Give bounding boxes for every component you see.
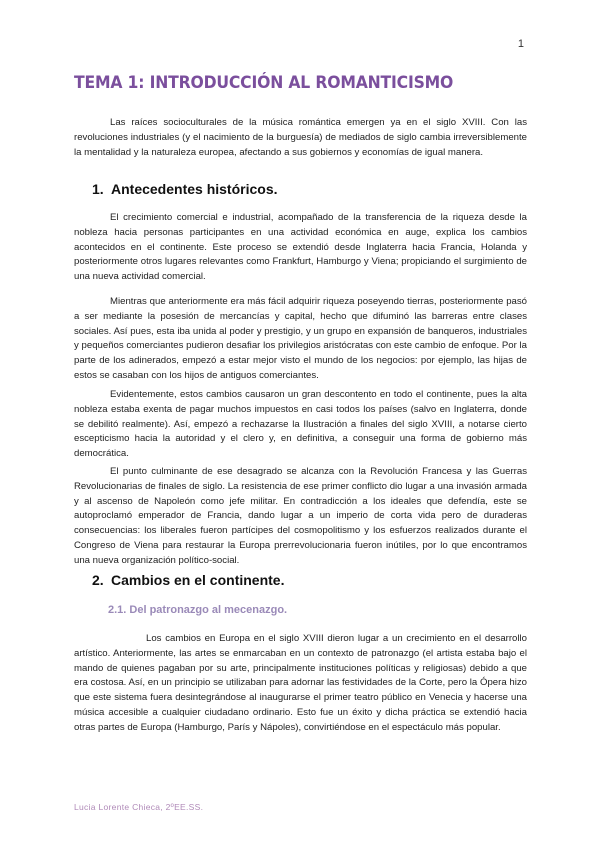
section-1-heading	[92, 181, 278, 197]
page-title: TEMA 1: INTRODUCCIÓN AL ROMANTICISMO	[74, 73, 454, 93]
paragraph-text: El punto culminante de ese desagrado se alcanza con la Revolución Francesa y las Guerras Revolucionarias de finales de siglo. La resistencia de ese primer conflicto dio lugar a una invasión armada y al ascenso de Napoleón como jefe militar. En contradicción a los ideales que defendía, este se autoproclamó emperador de Francia, dando lugar a un imperio de corta vida pero de duraderas consecuencias: los liberales fueron partícipes del cosmopolitismo y los esfuerzos realizados durante el Congreso de Viena para restaurar la Europa prerrevolucionaria fueron inútiles, por lo que encontramos una nueva organización político-social.	[74, 466, 527, 566]
subsection-2-1-paragraph	[74, 632, 527, 736]
footer-author: Lucia Lorente Chieca, 2ºEE.SS.	[74, 802, 204, 812]
page-number: 1	[517, 38, 524, 50]
paragraph-text: Los cambios en Europa en el siglo XVIII dieron lugar a un crecimiento en el desarrollo artístico. Anteriormente, las artes se enmarcaban en un contexto de patronazgo (el artista estaba bajo el mando de quienes pagaban por su arte, principalmente instituciones políticas y religiosas) debido a que era costosa. Así, en un principio se utilizaban para adornar las festividades de la Corte, pero la Ópera hizo que este sistema fuera desintegrándose al inaugurarse el primer teatro público en Venecia y hacerse una música accesible a cualquier ciudadano ordinario. Esto fue un éxito y dicha práctica se extendió hacia otras partes de Europa (Hamburgo, París y Nápoles), convirtiéndose en el espectáculo más popular.	[74, 633, 527, 733]
section-1-title: Antecedentes históricos.	[111, 181, 278, 197]
paragraph-text: El crecimiento comercial e industrial, acompañado de la transferencia de la riqueza desde la nobleza hacia personas participantes en una actividad económica en auge, explica los cambios acontecidos en el continente. Este proceso se extendió desde Inglaterra hacia Francia, Holanda y posteriormente otros lugares relevantes como Frankfurt, Hamburgo y Viena; propiciando el surgimiento de una nueva actividad comercial.	[74, 212, 527, 283]
section-2-number: 2.	[92, 572, 104, 588]
subsection-2-1-heading: 2.1. Del patronazgo al mecenazgo.	[108, 604, 288, 616]
section-2-heading	[92, 572, 284, 588]
paragraph-text: Evidentemente, estos cambios causaron un gran descontento en todo el continente, pues la alta nobleza estaba exenta de pagar muchos impuestos en casi todos los países (salvo en Inglaterra, donde se debilitó realmente). Así, empezó a rechazarse la Ilustración a finales del siglo XVIII, a notarse cierto escepticismo hacia la autoridad y el clero y, en definitiva, a conseguir una forma de gobierno más democrática.	[74, 389, 527, 460]
section-1-paragraph-4	[74, 465, 527, 569]
section-1-paragraph-1	[74, 211, 527, 285]
section-1-paragraph-2	[74, 295, 527, 384]
section-2-title: Cambios en el continente.	[111, 572, 285, 588]
intro-paragraph	[74, 116, 527, 160]
section-1-number: 1.	[92, 181, 104, 197]
paragraph-text: Mientras que anteriormente era más fácil adquirir riqueza poseyendo tierras, posteriormente pasó a ser mediante la posesión de mercancías y capital, hecho que difuminó las barreras entre clases sociales. Así pues, esta iba unida al poder y prestigio, y un grupo en expansión de banqueros, industriales y pequeños comerciantes pudieron desafiar los privilegios aristócratas con este cambio de enfoque. Por la parte de los adinerados, empezó a estar mejor visto el mundo de los negocios: por ejemplo, las hijas de estos se casaban con los hijos de antiguos comerciantes.	[74, 296, 527, 381]
section-1-paragraph-3	[74, 388, 527, 462]
intro-text: Las raíces socioculturales de la música romántica emergen ya en el siglo XVIII. Con las revoluciones industriales (y el nacimiento de la burguesía) de mediados de siglo cambia irreversiblemente la mentalidad y la naturaleza europea, afectando a sus gobiernos y economías de igual manera.	[74, 117, 527, 158]
